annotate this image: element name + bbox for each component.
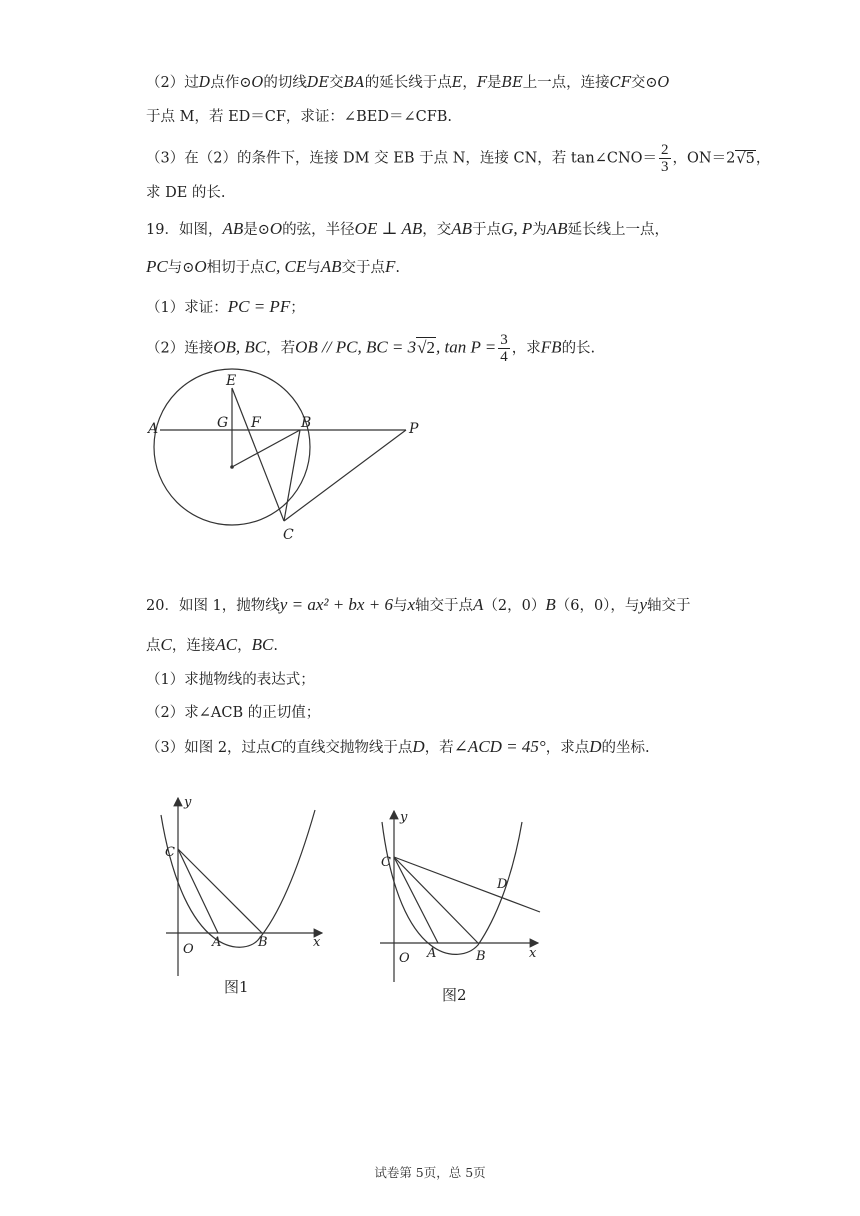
text: 交	[329, 75, 344, 91]
point-label: D	[198, 75, 211, 91]
label-c: C	[283, 527, 294, 543]
text: 的长.	[561, 340, 596, 357]
q20-part2: （2）求∠ACB 的正切值；	[146, 705, 321, 721]
segment-cb	[394, 857, 478, 943]
label-d: D	[497, 877, 508, 892]
segment-label: DE	[306, 75, 330, 91]
figure-2-caption: 图2	[442, 986, 467, 1004]
text: 与	[392, 598, 408, 614]
segment-bc	[284, 430, 300, 521]
numerator: 3	[500, 332, 508, 348]
math: AB	[222, 219, 244, 238]
segment-ob	[232, 430, 300, 467]
label-x: x	[313, 935, 321, 950]
label-f: F	[251, 415, 261, 431]
math: O	[194, 257, 207, 276]
text: 19．如图，	[146, 222, 223, 238]
radicand: 5	[745, 150, 755, 167]
point-label: E	[451, 75, 463, 91]
label-a: A	[212, 935, 222, 950]
math: C, CE	[264, 257, 307, 276]
point-label: O	[657, 75, 670, 91]
q20-stem-line2	[146, 634, 278, 657]
label-o: O	[399, 951, 410, 966]
label-y: y	[400, 810, 408, 825]
fraction	[659, 142, 671, 175]
math: D	[589, 737, 602, 756]
text: ，	[237, 638, 252, 654]
segment-cb	[178, 849, 262, 933]
text: 的切线	[263, 75, 307, 91]
text: .	[273, 638, 278, 654]
q19-part2	[146, 332, 595, 365]
text: 的延长线于点	[364, 75, 452, 91]
label-a: A	[148, 421, 159, 437]
numerator: 2	[661, 142, 669, 158]
math: OB, BC	[213, 337, 267, 357]
fraction	[498, 332, 510, 365]
math: AB	[451, 219, 473, 238]
text: 轴交于点	[415, 598, 473, 614]
q19-stem-line2	[146, 256, 400, 279]
text: 与⊙	[167, 260, 195, 276]
denominator: 3	[661, 159, 669, 175]
label-p: P	[409, 421, 419, 437]
label-g: G	[217, 415, 229, 431]
math: B	[545, 595, 556, 614]
text: ，求点	[545, 740, 590, 756]
segment-ec	[232, 388, 284, 521]
text: 的弦，半径	[282, 222, 355, 238]
text: 上一点，连接	[522, 75, 610, 91]
math: y = ax² + bx + 6	[279, 595, 393, 614]
text: （1）求证：	[146, 300, 228, 316]
figure-1-caption: 图1	[224, 978, 249, 996]
q20-part3	[146, 736, 650, 759]
label-o: O	[183, 942, 194, 957]
text: （2）过	[146, 75, 199, 91]
math: AB	[320, 257, 342, 276]
text: 20．如图 1，抛物线	[146, 598, 280, 614]
sqrt: √5	[736, 150, 755, 167]
text: 是	[486, 75, 502, 91]
label-y: y	[184, 795, 192, 810]
text: 的直线交抛物线于点	[281, 740, 413, 756]
text: 的坐标.	[601, 740, 650, 756]
q18-part3-line1	[146, 142, 770, 175]
math: OE ⊥ AB	[354, 219, 423, 238]
text: 是⊙	[243, 222, 270, 238]
text: 相切于点	[206, 260, 265, 276]
math: PC	[146, 257, 168, 276]
math: AB	[546, 219, 568, 238]
text: （3）如图 2，过点	[146, 740, 271, 756]
text: （2，0）	[483, 598, 546, 614]
text: ，若	[424, 740, 454, 756]
page-footer: 试卷第 5页，总 5页	[374, 1165, 486, 1180]
q19-circle-figure	[140, 366, 440, 546]
text: （2）连接	[146, 340, 214, 357]
q18-part3-line2: 求 DE 的长.	[146, 185, 226, 201]
label-b: B	[258, 935, 268, 950]
line-cd	[394, 857, 540, 912]
radicand: 2	[426, 337, 435, 357]
math: F	[385, 257, 396, 276]
math: OB // PC, BC = 3	[295, 337, 417, 357]
text: ；	[290, 300, 305, 316]
q19-part1	[146, 296, 305, 319]
math: ∠ACD = 45°	[453, 737, 546, 756]
math: A	[473, 595, 484, 614]
parabola	[161, 810, 315, 947]
text: 点	[146, 638, 161, 654]
math: PC = PF	[227, 297, 291, 316]
math: C	[160, 635, 172, 654]
q18-part2-line2: 于点 M，若 ED＝CF，求证：∠BED＝∠CFB.	[146, 109, 453, 125]
q20-stem-line1	[146, 594, 690, 617]
text: ，ON＝2	[672, 150, 736, 167]
math: FB	[540, 337, 562, 357]
q20-figure-2	[370, 805, 550, 995]
label-e: E	[226, 373, 237, 389]
label-x: x	[529, 946, 537, 961]
math: x	[407, 595, 415, 614]
text: ，	[755, 150, 771, 167]
sqrt: √2	[417, 337, 435, 357]
q19-stem-line1	[146, 218, 669, 241]
segment-pc	[284, 430, 406, 521]
text: 为	[532, 222, 547, 238]
label-b: B	[301, 415, 312, 431]
text: 轴交于	[646, 598, 691, 614]
segment-label: CF	[609, 75, 631, 91]
label-a: A	[427, 946, 437, 961]
math: G, P	[501, 219, 533, 238]
text: .	[395, 260, 401, 276]
math: D	[412, 737, 425, 756]
label-b: B	[476, 949, 486, 964]
q20-part1: （1）求抛物线的表达式；	[146, 672, 315, 688]
text: ，	[462, 75, 477, 91]
label-c: C	[165, 845, 175, 860]
math: BC	[251, 635, 274, 654]
point-label: O	[251, 75, 264, 91]
text: ，连接	[171, 638, 216, 654]
math: AC	[215, 635, 238, 654]
text: 点作⊙	[210, 75, 252, 91]
segment-label: BE	[501, 75, 523, 91]
text: 交⊙	[630, 75, 658, 91]
text: 延长线上一点，	[567, 222, 670, 238]
math: , tan P =	[436, 337, 497, 357]
text: ，若	[266, 340, 296, 357]
q18-part2-line1	[146, 72, 669, 94]
text: 与	[306, 260, 321, 276]
text: （6，0），与	[555, 598, 640, 614]
text: 于点	[472, 222, 502, 238]
denominator: 4	[500, 349, 508, 365]
math: y	[639, 595, 647, 614]
label-c: C	[381, 855, 391, 870]
text: ，交	[422, 222, 452, 238]
center-dot	[230, 465, 234, 469]
text: 交于点	[341, 260, 386, 276]
q20-figure-1	[150, 790, 350, 990]
point-label: F	[476, 75, 487, 91]
math: O	[269, 219, 283, 238]
math: C	[270, 737, 282, 756]
text: （3）在（2）的条件下，连接 DM 交 EB 于点 N，连接 CN，若 tan∠CNO＝	[146, 150, 658, 167]
segment-label: BA	[343, 75, 365, 91]
text: ，求	[511, 340, 541, 357]
